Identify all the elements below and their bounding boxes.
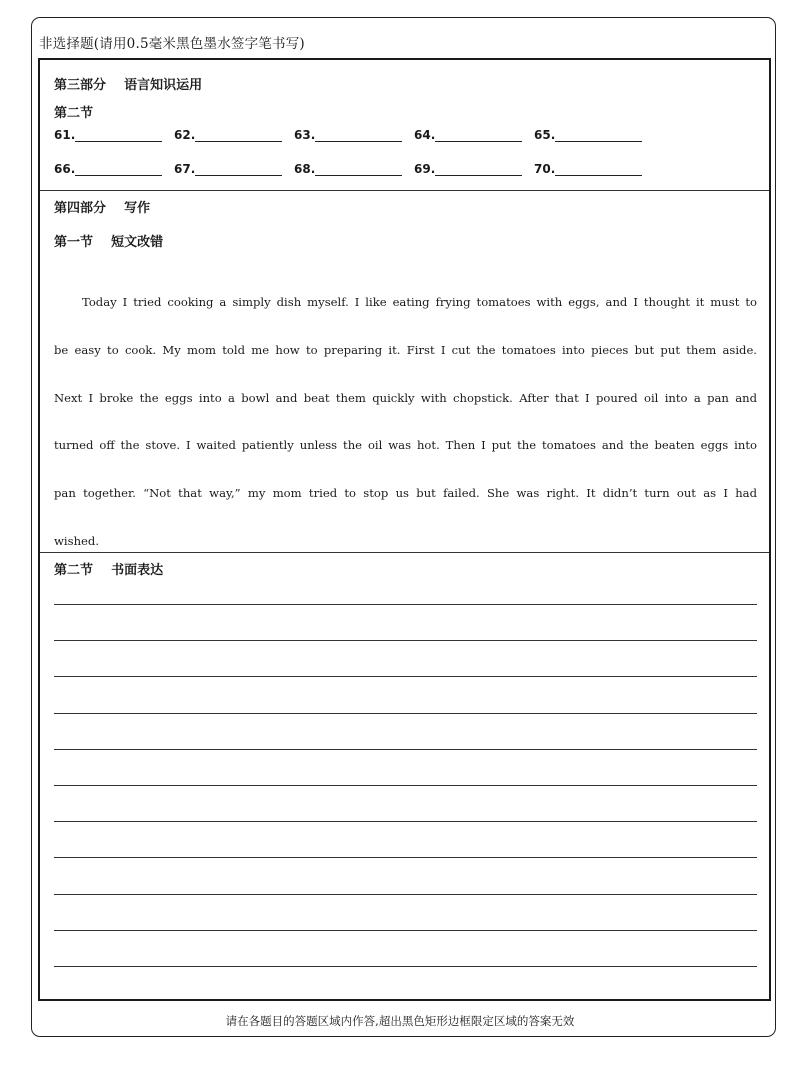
answer-blank[interactable] [414, 128, 522, 142]
answer-blank[interactable] [294, 162, 402, 176]
writing-line[interactable] [54, 749, 757, 750]
writing-line[interactable] [54, 894, 757, 895]
blank-line[interactable] [555, 129, 642, 142]
error-correction-title: 第一节 短文改错 [54, 235, 164, 250]
answer-blank[interactable] [54, 128, 162, 142]
section-written-expression [40, 553, 769, 999]
blank-line[interactable] [195, 163, 282, 176]
writing-line[interactable] [54, 857, 757, 858]
writing-line[interactable] [54, 640, 757, 641]
writing-line[interactable] [54, 785, 757, 786]
blank-number: 67. [174, 162, 196, 176]
writing-line[interactable] [54, 604, 757, 605]
writing-line[interactable] [54, 713, 757, 714]
sheet-header: 非选择题(请用0.5毫米黑色墨水签字笔书写) [39, 36, 305, 52]
blank-line[interactable] [435, 163, 522, 176]
blank-number: 69. [414, 162, 436, 176]
answer-blank[interactable] [294, 128, 402, 142]
blank-line[interactable] [195, 129, 282, 142]
blank-number: 62. [174, 128, 196, 142]
footer-notice: 请在各题目的答题区域内作答,超出黑色矩形边框限定区域的答案无效 [225, 1014, 575, 1028]
blank-line[interactable] [75, 163, 162, 176]
written-expression-title: 第二节 书面表达 [54, 563, 164, 578]
blank-number: 64. [414, 128, 436, 142]
blank-number: 65. [534, 128, 556, 142]
writing-line[interactable] [54, 821, 757, 822]
answer-region [38, 58, 771, 1001]
answer-blank[interactable] [174, 128, 282, 142]
answer-blank[interactable] [54, 162, 162, 176]
part-three-title: 第三部分 语言知识运用 [54, 78, 203, 93]
answer-blank[interactable] [174, 162, 282, 176]
blank-number: 61. [54, 128, 76, 142]
writing-line[interactable] [54, 676, 757, 677]
answer-blank[interactable] [534, 128, 642, 142]
blank-line[interactable] [315, 129, 402, 142]
blank-line[interactable] [555, 163, 642, 176]
blank-line[interactable] [75, 129, 162, 142]
section-writing-correction [40, 191, 769, 553]
blank-number: 70. [534, 162, 556, 176]
correction-passage[interactable]: Today I tried cooking a simply dish myself. I like eating frying tomatoes with eggs, and I thought it must to be easy to cook. My mom told me how to preparing it. First I cut the tomatoes into pieces but put them aside. Next I broke the eggs into a bowl and beat them quickly with chopstick. After that I poured oil into a pan and turned off the stove. I waited patiently unless the oil was hot. Then I put the tomatoes and the beaten eggs into pan together. “Not that way,” my mom tried to stop us but failed. She was right. It didn’t turn out as I had wished. [54, 295, 757, 548]
blank-number: 63. [294, 128, 316, 142]
writing-line[interactable] [54, 930, 757, 931]
blank-line[interactable] [315, 163, 402, 176]
section-language-knowledge [40, 60, 769, 191]
part-four-title: 第四部分 写作 [54, 201, 151, 216]
blank-number: 68. [294, 162, 316, 176]
blank-line[interactable] [435, 129, 522, 142]
subsection-two-title: 第二节 [54, 106, 94, 121]
blank-number: 66. [54, 162, 76, 176]
writing-line[interactable] [54, 966, 757, 967]
answer-blank[interactable] [414, 162, 522, 176]
answer-blank[interactable] [534, 162, 642, 176]
